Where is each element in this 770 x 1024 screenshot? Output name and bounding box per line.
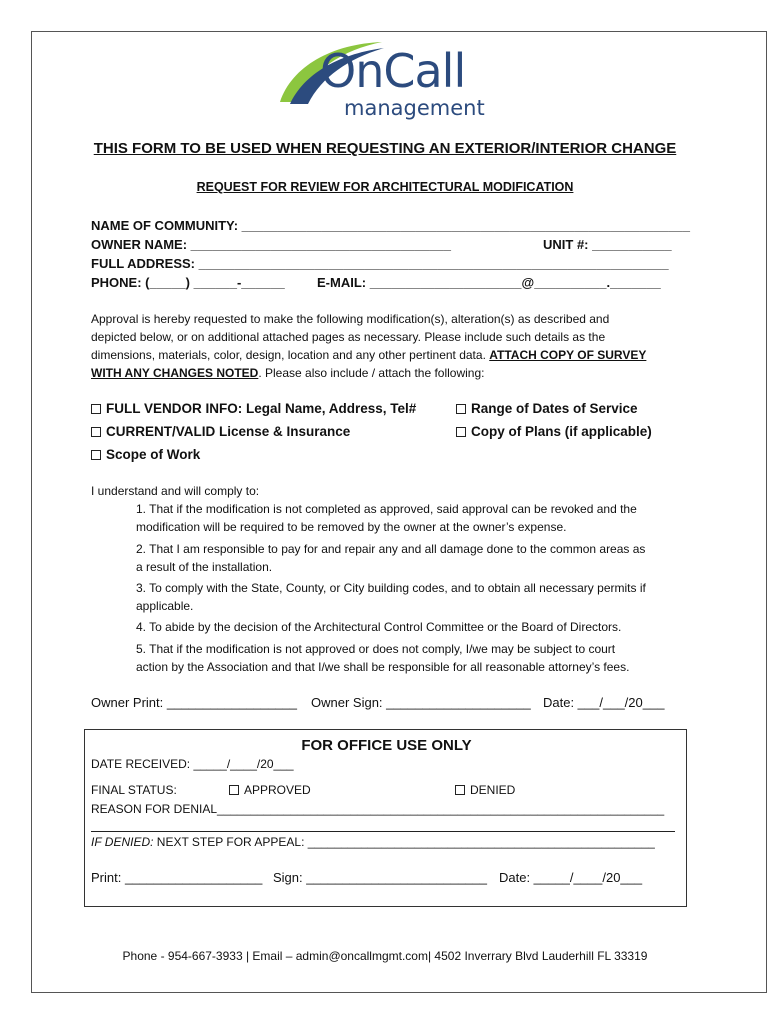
appeal-field[interactable]	[91, 835, 655, 849]
community-field[interactable]: NAME OF COMMUNITY: ______________________________________________________________	[91, 218, 690, 233]
denied-label: DENIED	[470, 783, 516, 797]
intro-line-4-text: . Please also include / attach the following:	[258, 366, 485, 380]
unit-field[interactable]: UNIT #: ___________	[543, 237, 672, 252]
comply-item-2a: 2. That I am responsible to pay for and repair any and all damage done to the common areas as	[136, 542, 646, 556]
checkbox-icon[interactable]	[456, 427, 466, 437]
office-sign-field[interactable]: Sign: _________________________	[273, 870, 487, 885]
address-field[interactable]: FULL ADDRESS: _________________________________________________________________	[91, 256, 669, 271]
email-field[interactable]: E-MAIL: _____________________@__________._______	[317, 275, 661, 290]
checkbox-dates[interactable]	[456, 401, 638, 416]
comply-item-3a: 3. To comply with the State, County, or City building codes, and to obtain all necessary permits if	[136, 581, 646, 595]
owner-name-field[interactable]: OWNER NAME: ____________________________________	[91, 237, 451, 252]
comply-item-3b: applicable.	[136, 599, 194, 613]
checkbox-icon[interactable]	[456, 404, 466, 414]
appeal-text: NEXT STEP FOR APPEAL: ____________________________________________________	[153, 835, 655, 849]
checkbox-label: Scope of Work	[106, 447, 201, 462]
intro-line-3-text: dimensions, materials, color, design, location and any other pertinent data.	[91, 348, 490, 362]
footer-contact: Phone - 954-667-3933 | Email – admin@oncallmgmt.com| 4502 Inverrary Blvd Lauderhill FL 33319	[122, 949, 648, 963]
checkbox-label: Range of Dates of Service	[471, 401, 638, 416]
comply-item-2b: a result of the installation.	[136, 560, 273, 574]
office-title: FOR OFFICE USE ONLY	[301, 737, 472, 754]
reason-for-denial-field[interactable]: REASON FOR DENIAL___________________________________________________________________	[91, 802, 665, 816]
owner-date-field[interactable]: Date: ___/___/20___	[543, 695, 665, 710]
checkbox-vendor-info[interactable]	[91, 401, 416, 416]
intro-line-3	[91, 346, 646, 364]
intro-line-2: depicted below, or on additional attached pages as necessary. Please include such details as the	[91, 330, 606, 344]
logo-word: OnCall	[320, 44, 466, 98]
final-status-label: FINAL STATUS:	[91, 783, 177, 797]
if-denied-label: IF DENIED:	[91, 835, 154, 849]
checkbox-icon[interactable]	[91, 450, 101, 460]
checkbox-scope[interactable]	[91, 447, 200, 462]
checkbox-icon[interactable]	[229, 785, 239, 795]
comply-item-1a: 1. That if the modification is not completed as approved, said approval can be revoked and the	[136, 502, 637, 516]
checkbox-label: Copy of Plans (if applicable)	[471, 424, 652, 439]
checkbox-plans[interactable]	[456, 424, 652, 439]
approved-label: APPROVED	[244, 783, 311, 797]
comply-item-4: 4. To abide by the decision of the Architectural Control Committee or the Board of Directors.	[136, 620, 622, 634]
form-title: THIS FORM TO BE USED WHEN REQUESTING AN EXTERIOR/INTERIOR CHANGE	[93, 140, 677, 157]
comply-item-5b: action by the Association and that I/we shall be responsible for all reasonable attorney’s fees.	[136, 660, 630, 674]
checkbox-icon[interactable]	[91, 427, 101, 437]
office-print-field[interactable]: Print: ___________________	[91, 870, 263, 885]
intro-line-4	[91, 364, 484, 382]
denied-checkbox[interactable]	[455, 783, 515, 797]
office-date-field[interactable]: Date: _____/____/20___	[499, 870, 643, 885]
office-use-box	[84, 729, 687, 907]
owner-print-field[interactable]: Owner Print: __________________	[91, 695, 297, 710]
form-subtitle: REQUEST FOR REVIEW FOR ARCHITECTURAL MODIFICATION	[196, 180, 574, 194]
logo-subtitle: management	[344, 96, 485, 120]
checkbox-icon[interactable]	[455, 785, 465, 795]
checkbox-icon[interactable]	[91, 404, 101, 414]
date-received-field[interactable]: DATE RECEIVED: _____/____/20___	[91, 757, 294, 771]
checkbox-label: FULL VENDOR INFO: Legal Name, Address, Tel#	[106, 401, 417, 416]
comply-item-5a: 5. That if the modification is not approved or does not comply, I/we may be subject to court	[136, 642, 616, 656]
oncall-logo	[272, 36, 492, 120]
checkbox-label: CURRENT/VALID License & Insurance	[106, 424, 351, 439]
changes-noted-text: WITH ANY CHANGES NOTED	[91, 366, 259, 380]
attach-survey-text: ATTACH COPY OF SURVEY	[489, 348, 647, 362]
owner-sign-field[interactable]: Owner Sign: ____________________	[311, 695, 531, 710]
phone-field[interactable]: PHONE: (_____) ______-______	[91, 275, 285, 290]
comply-item-1b: modification will be required to be removed by the owner at the owner’s expense.	[136, 520, 567, 534]
checkbox-license[interactable]	[91, 424, 350, 439]
approved-checkbox[interactable]	[229, 783, 311, 797]
reason-extra-line	[91, 831, 675, 832]
intro-line-1: Approval is hereby requested to make the following modification(s), alteration(s) as described and	[91, 312, 610, 326]
comply-lead: I understand and will comply to:	[91, 484, 260, 498]
